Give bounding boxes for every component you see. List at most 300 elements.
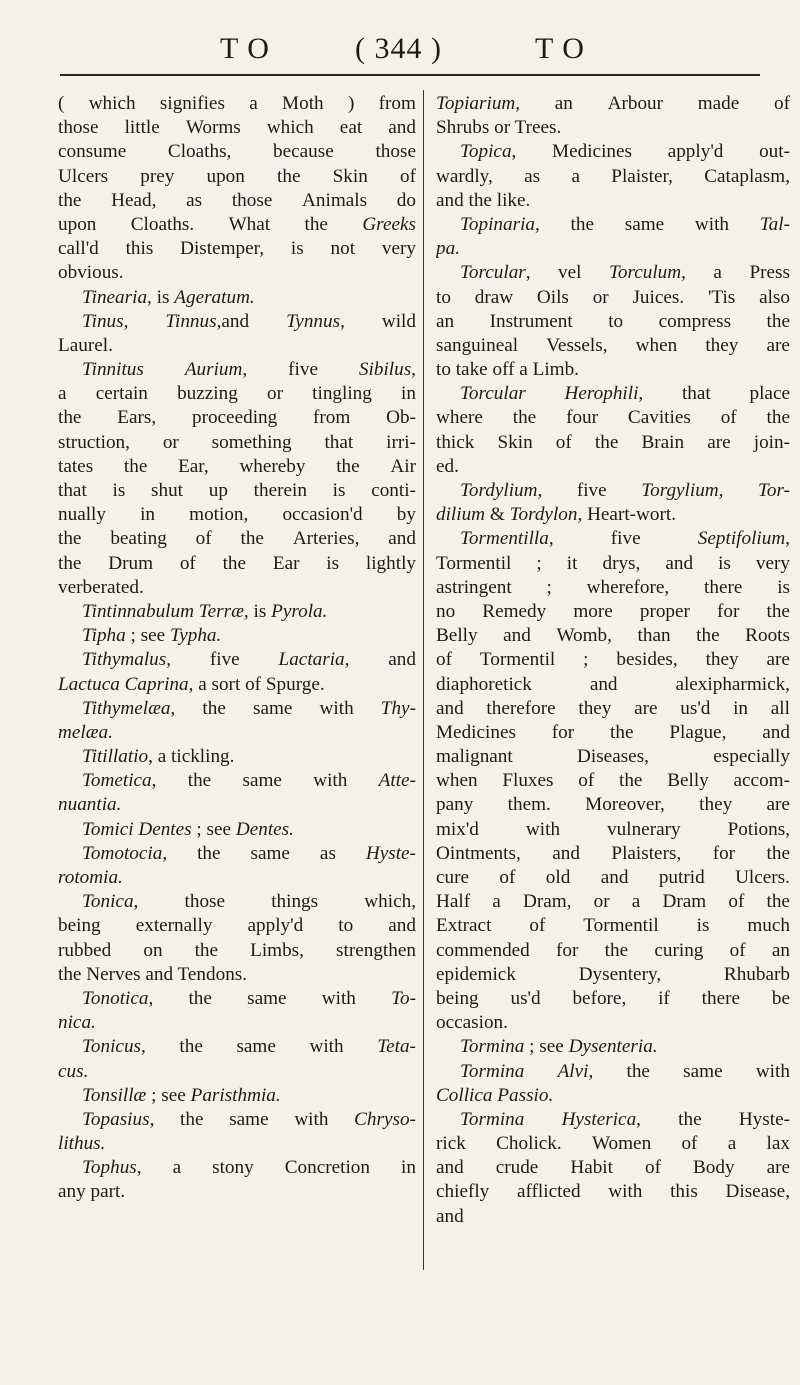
word [774, 92, 790, 116]
text-line [58, 1011, 416, 1035]
text-line [58, 769, 416, 793]
word [379, 92, 416, 116]
word [577, 745, 649, 769]
word [160, 92, 225, 116]
italic-term: lithus. [58, 1133, 106, 1155]
text-run: to [608, 310, 624, 332]
text-run: Dram, [522, 891, 572, 913]
italic-term: Greeks [362, 213, 416, 235]
text-line [436, 697, 790, 721]
text-line [58, 431, 416, 455]
text-run: which [88, 93, 136, 114]
word [678, 1108, 701, 1132]
word [436, 334, 518, 358]
text-run: wherefore, [586, 576, 670, 598]
text-run: the [766, 600, 790, 622]
text-line [58, 842, 416, 866]
text-run: the [594, 431, 619, 453]
text-run: for [551, 721, 575, 743]
italic-term: Tinnus [165, 310, 217, 332]
word [58, 189, 81, 213]
word [749, 261, 790, 285]
text-line [58, 1108, 416, 1132]
text-run: is [326, 552, 340, 574]
text-run: eat [339, 117, 363, 139]
word [608, 92, 663, 116]
italic-term: Thy- [380, 697, 416, 719]
text-run: before, [572, 987, 627, 1009]
word [587, 576, 670, 600]
word [645, 1156, 661, 1180]
word [110, 527, 166, 551]
italic-term: pa. [436, 238, 460, 260]
text-run: Press [749, 262, 790, 284]
text-run: Ulcers. [735, 867, 790, 888]
word [475, 286, 513, 310]
text-line [436, 1156, 790, 1180]
text-run: Arteries, [292, 528, 360, 550]
text-run: Animals [302, 189, 368, 211]
text-run: , [136, 1157, 142, 1179]
text-run: Belly [436, 625, 478, 647]
word [565, 382, 644, 406]
text-run: diaphoretick [436, 673, 532, 695]
text-line [436, 745, 790, 769]
word [745, 624, 790, 648]
italic-term: Topiarium [436, 93, 516, 114]
text-line [58, 866, 416, 890]
word [460, 382, 526, 406]
text-run: is [696, 915, 710, 937]
text-run: place [749, 383, 790, 405]
word [436, 890, 470, 914]
text-run: Juices. [632, 286, 685, 308]
word [566, 406, 598, 430]
text-line [436, 963, 790, 987]
text-run: when [436, 770, 478, 792]
word [375, 140, 416, 164]
word [523, 890, 571, 914]
italic-term: Tometica [82, 770, 152, 792]
text-run: the [766, 891, 790, 913]
text-line [436, 818, 790, 842]
word [436, 1180, 489, 1204]
text-run: , [638, 383, 644, 405]
word [577, 479, 607, 503]
word [503, 624, 531, 648]
word [602, 552, 640, 576]
text-run: of [681, 1133, 698, 1155]
text-run: same [624, 213, 665, 235]
word [250, 939, 304, 963]
text-run: being [58, 915, 101, 937]
text-run: a [172, 1157, 182, 1179]
word [608, 310, 623, 334]
text-run: , [718, 480, 724, 501]
word [180, 552, 196, 576]
text-run: occasion'd [282, 504, 363, 526]
text-run: , [149, 1108, 155, 1130]
text-run: a [631, 891, 641, 913]
text-run: the [58, 552, 82, 574]
word [634, 697, 657, 721]
word [460, 1108, 524, 1132]
text-run: in [733, 697, 749, 719]
word [82, 648, 171, 672]
text-run: be [771, 987, 790, 1009]
word [236, 1035, 275, 1059]
word [312, 382, 372, 406]
word [436, 818, 479, 842]
text-run: vel [558, 262, 582, 284]
text-run: , [170, 697, 176, 719]
word [704, 576, 742, 600]
text-run: Tormentil [436, 552, 512, 574]
word [286, 310, 345, 334]
word [336, 939, 416, 963]
text-line [58, 455, 416, 479]
word [143, 939, 162, 963]
text-line [58, 552, 416, 576]
text-run: Remedy [482, 600, 547, 622]
word [706, 648, 739, 672]
text-run: Diseases, [577, 746, 649, 768]
word [536, 552, 541, 576]
text-run: irri- [386, 431, 416, 453]
word [640, 600, 690, 624]
word [82, 769, 156, 793]
text-line [436, 1205, 790, 1229]
italic-term: Titillatio [82, 746, 149, 768]
text-line [436, 600, 790, 624]
word [659, 866, 705, 890]
italic-term: Topasius [82, 1108, 150, 1130]
text-run: Medicines [552, 141, 632, 163]
text-run: & [485, 504, 510, 526]
word [570, 1156, 613, 1180]
text-run: pany [436, 794, 474, 816]
word [625, 213, 664, 237]
word [717, 600, 739, 624]
word [58, 552, 81, 576]
text-run: and [388, 528, 416, 550]
text-run: an [771, 939, 790, 961]
word [726, 1180, 790, 1204]
text-run: compress [658, 310, 732, 332]
word [388, 914, 416, 938]
word [111, 189, 156, 213]
word [705, 334, 738, 358]
word [739, 1108, 790, 1132]
text-line [58, 673, 416, 697]
word [436, 92, 520, 116]
text-run: and [552, 842, 580, 864]
text-run: they [705, 334, 739, 356]
word [253, 697, 292, 721]
text-line [436, 1108, 790, 1132]
word [333, 165, 368, 189]
text-run: , a sort of Spurge. [188, 673, 325, 695]
word [699, 793, 732, 817]
text-run: of [399, 165, 416, 187]
text-run: shut [151, 480, 184, 501]
word [195, 939, 218, 963]
text-run: accom- [733, 770, 790, 792]
header-rule [60, 74, 760, 76]
text-line [58, 1156, 416, 1180]
word [611, 527, 641, 551]
word [163, 431, 179, 455]
text-run: of [529, 915, 546, 937]
word [313, 769, 347, 793]
text-run: the [194, 939, 219, 961]
text-line [436, 455, 790, 479]
text-line [58, 1084, 416, 1108]
text-run: when [635, 334, 678, 356]
text-run: Oils [536, 286, 569, 308]
word [151, 479, 183, 503]
word [371, 479, 416, 503]
word [82, 890, 138, 914]
text-run: the [766, 842, 790, 864]
text-run: are [766, 334, 790, 356]
word [659, 310, 731, 334]
text-run: wardly, [436, 165, 493, 187]
italic-term: Sibilus [358, 359, 412, 381]
text-run: ( [58, 93, 65, 114]
word [388, 527, 416, 551]
text-run: this [670, 1181, 698, 1203]
text-line [58, 261, 416, 285]
text-run: apply'd [247, 915, 304, 937]
word [698, 92, 740, 116]
text-line [436, 1060, 790, 1084]
text-run: a [58, 383, 67, 405]
word [82, 1108, 154, 1132]
header-right: T O [535, 32, 585, 65]
word [628, 406, 691, 430]
italic-term: Tonicus [82, 1036, 142, 1058]
text-run: curing [654, 939, 704, 961]
word [313, 406, 350, 430]
word [229, 1108, 268, 1132]
text-run: with [755, 1060, 790, 1082]
italic-term: Lactuca Caprina [58, 673, 189, 695]
word [696, 624, 719, 648]
word [58, 455, 93, 479]
text-run: the [179, 1036, 203, 1058]
text-run: , [141, 1036, 146, 1058]
text-run: of [578, 770, 595, 792]
text-run: rick [436, 1133, 466, 1155]
text-run: the [123, 455, 148, 477]
text-run: the [678, 1108, 702, 1130]
text-run: Head, [111, 189, 157, 211]
italic-term: Typha. [169, 625, 222, 647]
word [96, 382, 148, 406]
word [400, 165, 416, 189]
text-run: very [755, 552, 790, 574]
word [436, 406, 483, 430]
word [713, 745, 790, 769]
word [754, 431, 790, 455]
italic-term: Tormina [460, 1036, 525, 1058]
text-run: join- [753, 431, 790, 453]
italic-term: Dentes. [235, 818, 294, 840]
text-run: an [436, 310, 455, 332]
word [571, 213, 594, 237]
italic-term: Tynnus [286, 310, 341, 332]
word [241, 527, 264, 551]
text-run: same [236, 1036, 276, 1058]
text-run: or [267, 383, 283, 405]
word [82, 697, 175, 721]
word [695, 213, 729, 237]
italic-term: Aurium [184, 359, 243, 381]
word [610, 721, 633, 745]
text-run: Plague, [669, 721, 727, 743]
word [291, 237, 304, 261]
text-run: the [188, 987, 212, 1009]
text-run: same [683, 1060, 723, 1082]
text-run: Hyste- [738, 1108, 790, 1130]
word [767, 890, 790, 914]
word [285, 1156, 370, 1180]
word [605, 939, 628, 963]
word [556, 939, 578, 963]
word [636, 334, 678, 358]
word [401, 1156, 416, 1180]
text-run: , [537, 480, 543, 501]
word [579, 963, 661, 987]
text-run: occasion. [436, 1012, 508, 1034]
word [704, 165, 790, 189]
text-run: things [271, 891, 319, 913]
word [249, 92, 258, 116]
text-run: Dysentery, [578, 963, 662, 985]
text-run: of [728, 891, 745, 913]
text-run: same [242, 770, 282, 792]
text-run: Concretion [284, 1157, 370, 1179]
text-run: Cholick. [496, 1133, 562, 1155]
word [777, 576, 790, 600]
word [168, 140, 231, 164]
text-run: , [511, 141, 517, 163]
text-run: five [610, 528, 641, 550]
text-line [436, 213, 790, 237]
text-run: obvious. [58, 262, 124, 284]
italic-term: Torgylium [641, 480, 719, 501]
text-run: and [436, 1157, 464, 1179]
italic-term: Pyrola. [271, 600, 328, 622]
text-run: beating [110, 528, 167, 550]
text-line [436, 648, 790, 672]
word [667, 769, 709, 793]
word [294, 1108, 328, 1132]
text-run: they [705, 649, 739, 671]
word [326, 552, 339, 576]
text-run: same [252, 697, 293, 719]
word [82, 310, 128, 334]
text-run: ; [536, 552, 542, 574]
italic-term: Alvi [557, 1060, 589, 1082]
text-run: the [58, 528, 82, 550]
text-run: us'd [680, 697, 711, 719]
text-run: apply'd [667, 141, 724, 163]
word [336, 455, 359, 479]
italic-term: rotomia. [58, 867, 123, 888]
text-line [436, 503, 790, 527]
word [58, 406, 81, 430]
word [377, 1035, 416, 1059]
word [271, 890, 318, 914]
word [508, 793, 551, 817]
word [188, 987, 211, 1011]
text-run: Disease, [725, 1181, 790, 1203]
text-run: the [696, 625, 720, 647]
word [682, 382, 711, 406]
italic-term: Hysterica [561, 1108, 637, 1130]
text-run: Brain [641, 431, 685, 453]
text-run: , [535, 213, 540, 235]
italic-term: Tipha [82, 625, 126, 647]
text-run: ; [546, 576, 552, 598]
text-run: to take off a Limb. [436, 359, 579, 381]
word [583, 648, 588, 672]
text-run: putrid [658, 867, 705, 888]
text-run: also [759, 286, 790, 308]
word [552, 721, 574, 745]
text-line [58, 939, 416, 963]
text-run: Rhubarb [723, 963, 790, 985]
word [436, 721, 516, 745]
word [388, 116, 416, 140]
text-run: by [396, 504, 416, 526]
text-line [436, 286, 790, 310]
word [117, 406, 156, 430]
text-line [58, 600, 416, 624]
text-run: Plaisters, [611, 842, 682, 864]
text-run: on [143, 939, 163, 961]
text-run: vulnerary [607, 818, 681, 840]
word [436, 1132, 466, 1156]
text-run: Cloaths. [130, 213, 195, 235]
word [232, 189, 273, 213]
word [391, 987, 416, 1011]
word [247, 914, 303, 938]
word [767, 310, 790, 334]
text-run: which, [364, 891, 416, 913]
text-run: , [785, 528, 790, 550]
text-run: or [592, 286, 609, 308]
text-run: , [162, 842, 168, 864]
word [681, 1132, 697, 1156]
text-run: crude [495, 1157, 539, 1179]
text-run: Plaister, [611, 165, 673, 187]
page-number: ( 344 ) [355, 32, 442, 65]
word [379, 769, 416, 793]
word [436, 793, 473, 817]
word [496, 1156, 539, 1180]
word [277, 165, 300, 189]
text-line [436, 116, 790, 140]
text-run: , Heart-wort. [577, 504, 677, 526]
word [697, 914, 710, 938]
text-run: it [566, 552, 578, 574]
text-run: those [231, 189, 273, 211]
text-run: they [578, 697, 612, 719]
word [555, 92, 573, 116]
